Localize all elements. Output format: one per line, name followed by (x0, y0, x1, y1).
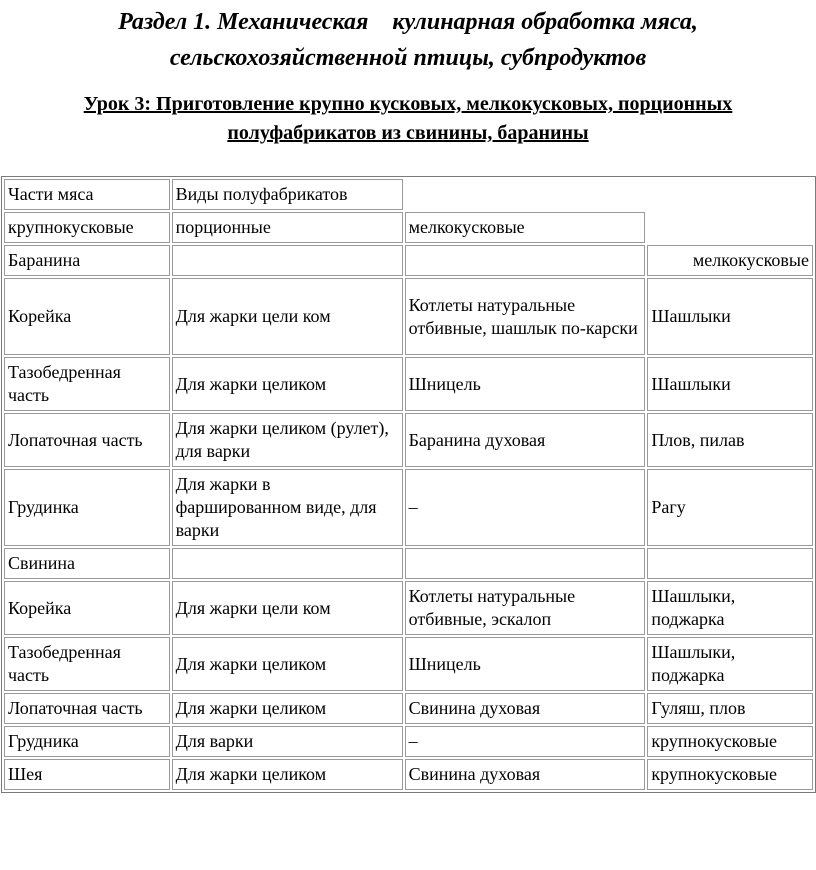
table-cell (405, 245, 646, 276)
table-row (4, 581, 813, 635)
table-cell: крупнокусковые (647, 759, 813, 790)
table-cell: Рагу (647, 469, 813, 546)
lesson-title (0, 90, 816, 148)
section-row-pork (4, 548, 813, 579)
table-cell: Плов, пилав (647, 413, 813, 467)
lesson-title-line2: полуфабрикатов из свинины, баранины (227, 122, 589, 144)
section-title-line1: Раздел 1. Механическая кулинарная обработка мяса, (118, 9, 698, 35)
table-cell (405, 548, 646, 579)
table-row (4, 637, 813, 691)
table-cell: Для варки (172, 726, 403, 757)
table-header-cell: Части мяса (4, 179, 170, 210)
table-header-cell: крупнокусковые (4, 212, 170, 243)
table-cell: Шницель (405, 637, 646, 691)
table-header-row (4, 179, 813, 210)
table-cell: Шашлыки (647, 278, 813, 355)
table-row (4, 357, 813, 411)
table-cell: Шашлыки, поджарка (647, 581, 813, 635)
table-row (4, 726, 813, 757)
table-cell (172, 245, 403, 276)
table-cell: Шницель (405, 357, 646, 411)
table-row (4, 278, 813, 355)
section-title (0, 4, 816, 76)
table-cell: мелкокусковые (647, 245, 813, 276)
table-cell: Шашлыки (647, 357, 813, 411)
table-cell: Корейка (4, 581, 170, 635)
table-cell: Лопаточная часть (4, 693, 170, 724)
table-cell: Для жарки целиком (172, 637, 403, 691)
table-cell: Шашлыки, поджарка (647, 637, 813, 691)
section-title-line2: сельскохозяйственной птицы, субпродуктов (169, 45, 647, 71)
table-cell: Тазобедренная часть (4, 357, 170, 411)
table-cell: Лопаточная часть (4, 413, 170, 467)
table-cell: Котлеты натуральные отбивные, шашлык по-карски (405, 278, 646, 355)
table-cell: Шея (4, 759, 170, 790)
table-cell (172, 548, 403, 579)
table-header-row (4, 212, 813, 243)
table-cell: крупнокусковые (647, 726, 813, 757)
table-cell: Для жарки целиком (172, 693, 403, 724)
table-cell: Грудинка (4, 469, 170, 546)
table-row (4, 759, 813, 790)
section-label: Свинина (4, 548, 170, 579)
table-cell: Тазобедренная часть (4, 637, 170, 691)
table-row (4, 469, 813, 546)
table-cell: Котлеты натуральные отбивные, эскалоп (405, 581, 646, 635)
table-cell: Для жарки цели ком (172, 278, 403, 355)
table-header-cell: Виды полуфабрикатов (172, 179, 403, 210)
table-cell: Баранина духовая (405, 413, 646, 467)
table-cell: Для жарки целиком (172, 357, 403, 411)
table-cell: Для жарки целиком (172, 759, 403, 790)
table-cell: Для жарки целиком (рулет), для варки (172, 413, 403, 467)
table-row (4, 413, 813, 467)
semi-finished-products-table (1, 176, 816, 793)
table-cell (647, 548, 813, 579)
section-row-lamb (4, 245, 813, 276)
table-header-cell: мелкокусковые (405, 212, 646, 243)
table-cell: Для жарки в фаршированном виде, для варки (172, 469, 403, 546)
table-cell: Свинина духовая (405, 759, 646, 790)
table-cell: Корейка (4, 278, 170, 355)
section-label: Баранина (4, 245, 170, 276)
table-cell: – (405, 726, 646, 757)
table-cell: Свинина духовая (405, 693, 646, 724)
table-cell: – (405, 469, 646, 546)
lesson-title-line1: Урок 3: Приготовление крупно кусковых, мелкокусковых, порционных (83, 93, 733, 115)
table-cell: Для жарки цели ком (172, 581, 403, 635)
table-cell: Гуляш, плов (647, 693, 813, 724)
table-header-cell: порционные (172, 212, 403, 243)
table-row (4, 693, 813, 724)
table-cell: Грудника (4, 726, 170, 757)
